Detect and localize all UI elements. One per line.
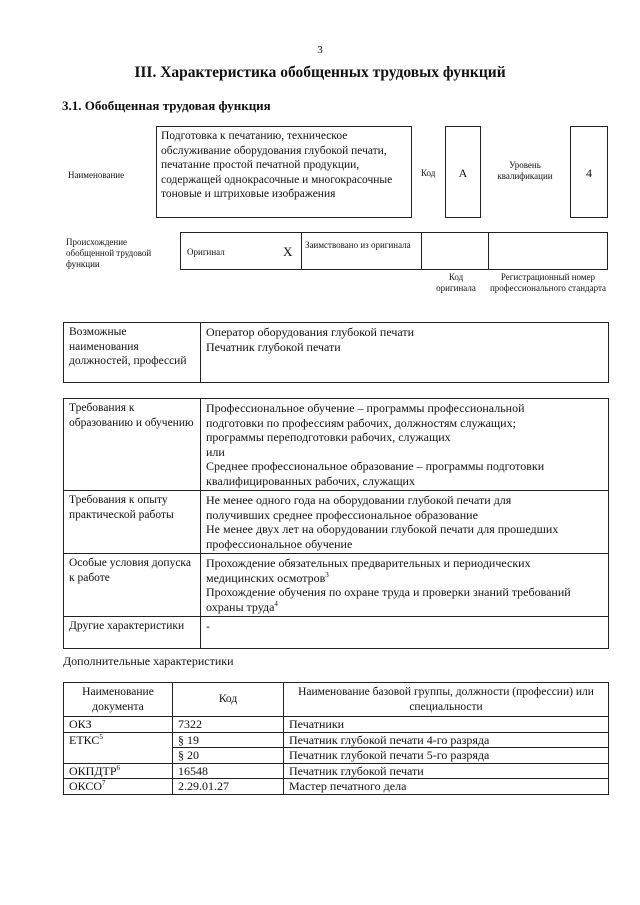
conditions-value [201, 554, 609, 617]
additional-title: Дополнительные характеристики [63, 654, 234, 668]
education-value [201, 399, 609, 491]
head-code: Код [173, 683, 284, 717]
additional-row [64, 763, 609, 779]
head-document: Наименование документа [64, 683, 173, 717]
origin-table [180, 232, 608, 270]
positions-label: Возможные наименования должностей, профессий [64, 323, 201, 383]
caption-reg-number: Регистрационный номер профессионального стандарта [489, 272, 607, 293]
position-line: Оператор оборудования глубокой печати [206, 325, 415, 339]
other-label: Другие характеристики [64, 617, 201, 649]
code-cell: 7322 [173, 717, 284, 733]
conditions-label: Особые условия допуска к работе [64, 554, 201, 617]
code-cell: 16548 [173, 763, 284, 779]
doc-cell: ОКПДТР$^6$ [64, 763, 173, 779]
code-label: Код [421, 168, 436, 178]
caption-code-original: Код оригинала [436, 272, 476, 293]
additional-table [63, 682, 609, 795]
footnote-ref: 3 [325, 570, 329, 579]
req-line: квалифицированных рабочих, служащих [206, 473, 415, 488]
req-line: Прохождение обучения по охране труда и проверки знаний требований [206, 585, 571, 599]
name-cell: Печатник глубокой печати 5-го разряда [284, 748, 609, 764]
doc-cell: ОКЗ [64, 717, 173, 733]
name-cell: Мастер печатного дела [284, 779, 609, 795]
req-line: получивших среднее профессиональное образование [206, 507, 478, 522]
requirement-row-education [64, 399, 609, 491]
req-line: Прохождение обязательных предварительных и периодических [206, 556, 531, 570]
footnote-ref: 4 [274, 599, 278, 608]
req-line: Не менее двух лет на оборудовании глубокой печати для прошедших [206, 522, 559, 536]
req-line: - [206, 619, 210, 633]
additional-row [64, 717, 609, 733]
section-title: III. Характеристика обобщенных трудовых функций [134, 64, 506, 81]
position-line: Печатник глубокой печати [206, 339, 341, 354]
name-cell: Печатник глубокой печати 4-го разряда [284, 732, 609, 748]
doc-cell: ОКСО$^7$ [64, 779, 173, 795]
origin-divider-3 [488, 233, 489, 269]
function-name-value: Подготовка к печатанию, техническое обслуживание оборудования глубокой печати, печатание простой печатной продукции, содержащей однокрасочные и многокрасочные тоновые и штриховые изображения [156, 126, 412, 218]
additional-row [64, 779, 609, 795]
head-name: Наименование базовой группы, должности (профессии) или специальности [284, 683, 609, 717]
additional-header-row [64, 683, 609, 717]
positions-row [64, 323, 609, 383]
origin-label: Происхождение обобщенной трудовой функции [66, 237, 152, 269]
requirements-table [63, 398, 609, 649]
code-cell: § 19 [173, 732, 284, 748]
req-line: Не менее одного года на оборудовании глубокой печати для [206, 493, 512, 507]
page-number: 3 [317, 44, 323, 56]
level-value: 4 [570, 126, 608, 218]
req-line: или [206, 444, 225, 459]
experience-label: Требования к опыту практической работы [64, 491, 201, 554]
level-label: Уровень квалификации [497, 160, 553, 181]
requirement-row-other [64, 617, 609, 649]
origin-divider-2 [421, 233, 422, 269]
requirement-row-conditions [64, 554, 609, 617]
name-cell: Печатники [284, 717, 609, 733]
req-line: программы переподготовки рабочих, служащих [206, 430, 451, 444]
name-cell: Печатник глубокой печати [284, 763, 609, 779]
origin-divider-1 [301, 233, 302, 269]
doc-cell: ЕТКС$^5$ [64, 732, 173, 763]
req-line: подготовки по профессиям рабочих, должностям служащих; [206, 415, 516, 430]
positions-table [63, 322, 609, 383]
positions-value [201, 323, 609, 383]
requirement-row-experience [64, 491, 609, 554]
education-label: Требования к образованию и обучению [64, 399, 201, 491]
req-line: Среднее профессиональное образование – программы подготовки [206, 459, 545, 473]
req-line: медицинских осмотров$^3$ [206, 570, 329, 585]
req-line: охраны труда$^4$ [206, 599, 278, 614]
original-label: Оригинал [187, 247, 225, 257]
subsection-title: 3.1. Обобщенная трудовая функция [62, 98, 271, 113]
req-line: Профессиональное обучение – программы профессиональной [206, 401, 525, 415]
additional-row [64, 732, 609, 748]
other-value [201, 617, 609, 649]
code-cell: 2.29.01.27 [173, 779, 284, 795]
name-label: Наименование [68, 170, 125, 180]
code-value: А [445, 126, 481, 218]
original-mark: X [283, 244, 293, 259]
code-cell: § 20 [173, 748, 284, 764]
borrowed-label: Заимствовано из оригинала [305, 240, 411, 250]
experience-value [201, 491, 609, 554]
req-line: профессиональное обучение [206, 536, 353, 551]
